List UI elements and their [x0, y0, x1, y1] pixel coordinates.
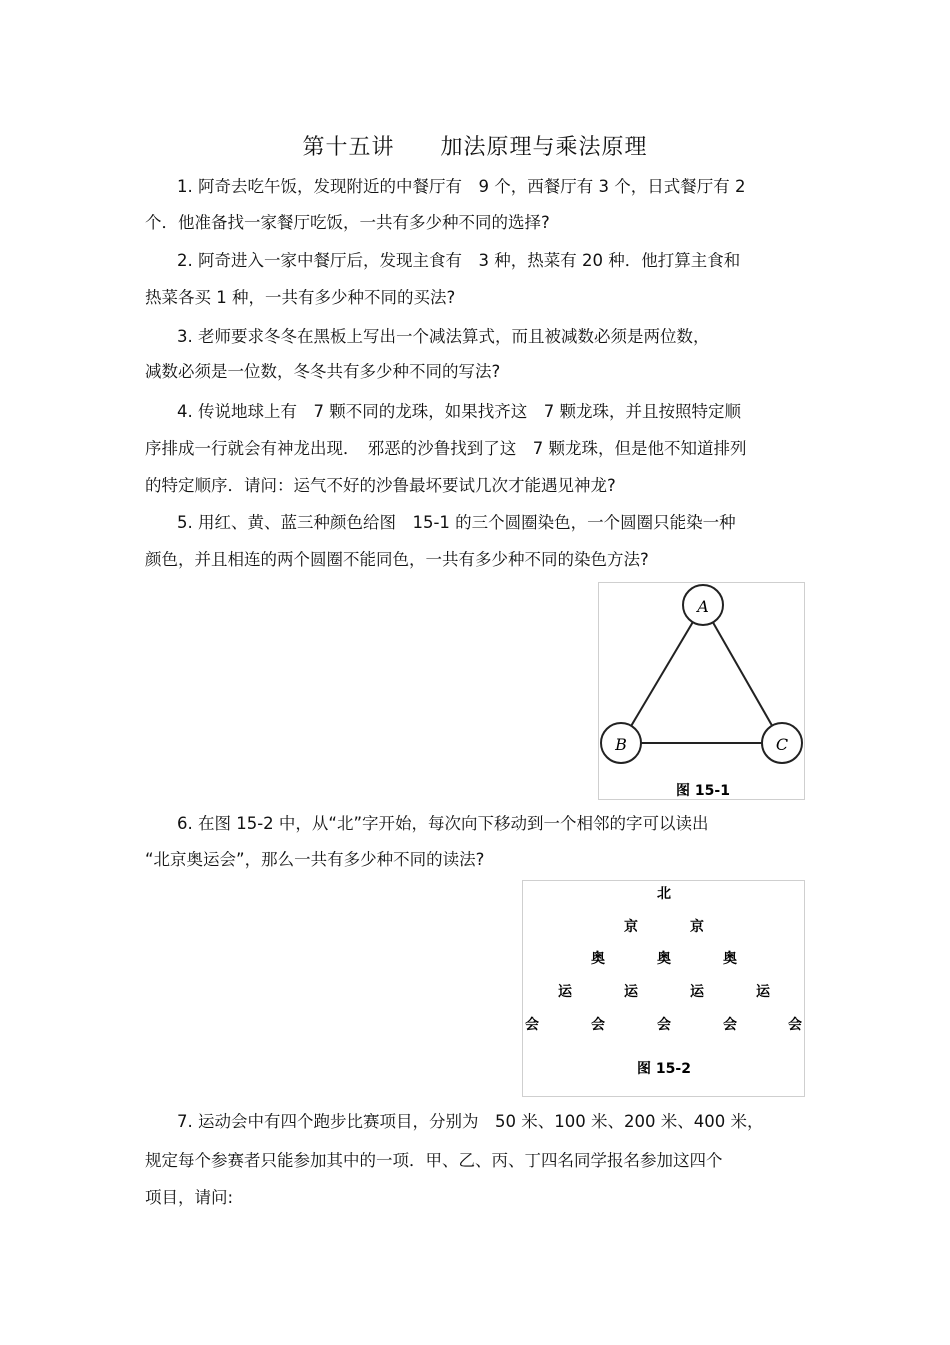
node-b-label: B	[615, 735, 627, 754]
char-bei: 北	[657, 886, 671, 902]
node-a-label: A	[697, 597, 709, 616]
figure-15-1-caption: 图 15-1	[676, 783, 730, 799]
problem-7-line-2: 规定每个参赛者只能参加其中的一项．甲、乙、丙、丁四名同学报名参加这四个	[145, 1151, 723, 1170]
char-ao-1: 奥	[591, 951, 605, 967]
char-hui-2: 会	[591, 1017, 605, 1033]
problem-4-line-1: 4. 传说地球上有 7 颗不同的龙珠，如果找齐这 7 颗龙珠，并且按照特定顺	[177, 402, 741, 421]
figure-15-1	[598, 582, 805, 800]
char-jing-2: 京	[690, 919, 704, 935]
edge-a-b	[621, 605, 703, 743]
problem-2-line-2: 热菜各买 1 种，一共有多少种不同的买法?	[145, 288, 456, 307]
problem-1-line-2: 个．他准备找一家餐厅吃饭，一共有多少种不同的选择?	[145, 213, 550, 232]
char-yun-1: 运	[558, 984, 572, 1000]
char-jing-1: 京	[624, 919, 638, 935]
char-ao-2: 奥	[657, 951, 671, 967]
problem-4-line-3: 的特定顺序．请问：运气不好的沙鲁最坏要试几次才能遇见神龙?	[145, 476, 616, 495]
problem-7-line-1: 7. 运动会中有四个跑步比赛项目，分别为 50 米、100 米、200 米、400 米，	[177, 1112, 764, 1131]
char-ao-3: 奥	[723, 951, 737, 967]
problem-5-line-1: 5. 用红、黄、蓝三种颜色给图 15-1 的三个圆圈染色，一个圆圈只能染一种	[177, 513, 736, 532]
char-yun-2: 运	[624, 984, 638, 1000]
char-hui-1: 会	[525, 1017, 539, 1033]
problem-3-line-1: 3. 老师要求冬冬在黑板上写出一个减法算式，而且被减数必须是两位数，	[177, 327, 710, 346]
page-title: 第十五讲 加法原理与乘法原理	[302, 135, 648, 160]
char-hui-5: 会	[788, 1017, 802, 1033]
problem-4-line-2: 序排成一行就会有神龙出现． 邪恶的沙鲁找到了这 7 颗龙珠，但是他不知道排列	[145, 439, 747, 458]
problem-1-line-1: 1. 阿奇去吃午饭，发现附近的中餐厅有 9 个，西餐厅有 3 个，日式餐厅有 2	[177, 177, 746, 196]
problem-2-line-1: 2. 阿奇进入一家中餐厅后，发现主食有 3 种，热菜有 20 种．他打算主食和	[177, 251, 741, 270]
char-yun-3: 运	[690, 984, 704, 1000]
problem-7-line-3: 项目，请问:	[145, 1188, 234, 1207]
problem-3-line-2: 减数必须是一位数，冬冬共有多少种不同的写法?	[145, 362, 501, 381]
problem-6-line-2: “北京奥运会”，那么一共有多少种不同的读法?	[145, 850, 485, 869]
char-hui-4: 会	[723, 1017, 737, 1033]
figure-15-2-caption: 图 15-2	[637, 1061, 691, 1077]
char-hui-3: 会	[657, 1017, 671, 1033]
node-c-label: C	[775, 735, 789, 754]
problem-6-line-1: 6. 在图 15-2 中，从“北”字开始，每次向下移动到一个相邻的字可以读出	[177, 814, 709, 833]
char-yun-4: 运	[756, 984, 770, 1000]
problem-5-line-2: 颜色，并且相连的两个圆圈不能同色，一共有多少种不同的染色方法?	[145, 550, 649, 569]
figure-15-2	[522, 880, 805, 1097]
edge-a-c	[703, 605, 782, 743]
